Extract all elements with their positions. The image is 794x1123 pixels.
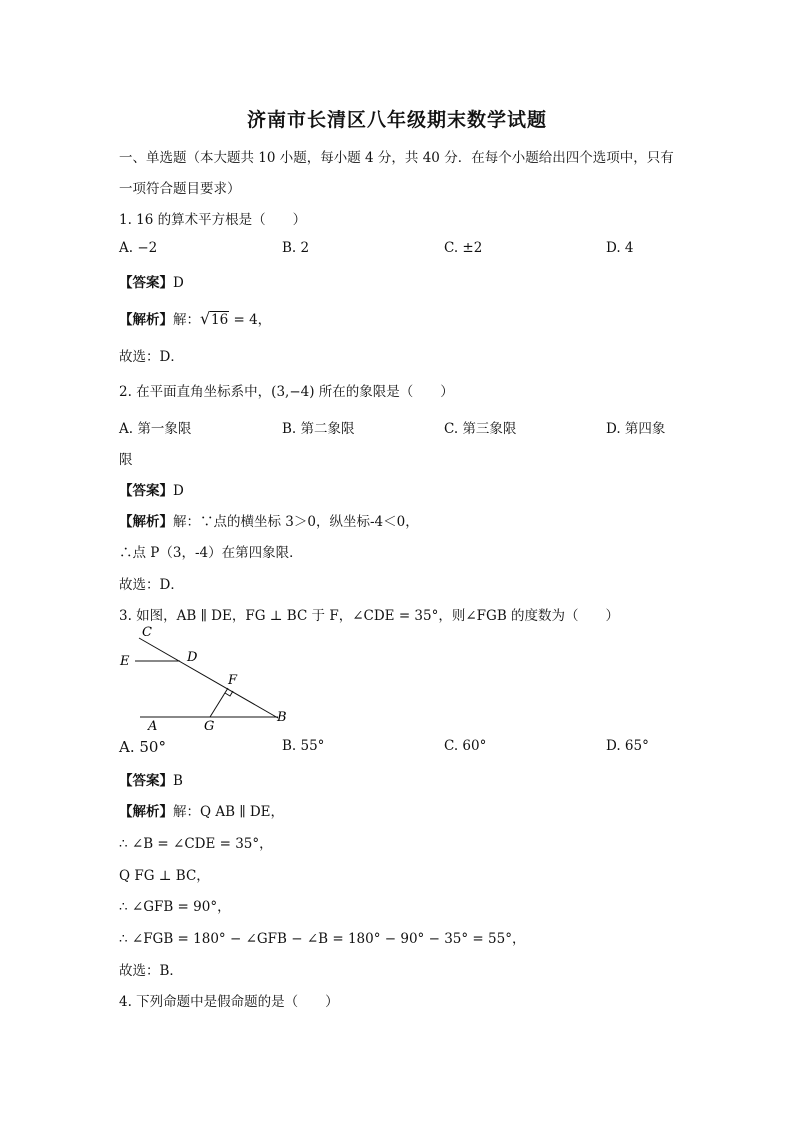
q3-option-c: C. 60°: [444, 738, 487, 754]
label-d: D: [187, 650, 198, 665]
q1-stem: 1. 16 的算术平方根是（ ）: [119, 212, 307, 228]
analysis-tag: 【解析】: [119, 312, 173, 328]
q2-stem: 2. 在平面直角坐标系中，(3,−4) 所在的象限是（ ）: [119, 384, 454, 400]
analysis-suffix: = 4，: [229, 312, 272, 328]
analysis-text: 解：Q AB ∥ DE，: [173, 804, 285, 820]
radicand: 16: [211, 312, 229, 328]
analysis-tag: 【解析】: [119, 804, 173, 820]
line-fg: [210, 688, 228, 717]
label-f: F: [228, 673, 238, 688]
q1-option-d: D. 4: [606, 240, 634, 256]
q2-option-b: B. 第二象限: [282, 421, 355, 437]
answer-value: D: [173, 483, 184, 499]
section-heading-line1: 一、单选题（本大题共 10 小题，每小题 4 分，共 40 分．在每个小题给出四个选项中，只有: [119, 150, 674, 166]
q1-option-a: A. −2: [119, 240, 158, 256]
answer-tag: 【答案】: [119, 773, 173, 789]
q1-conclusion: 故选：D．: [119, 349, 184, 365]
analysis-text: 解：∵点的横坐标 3＞0，纵坐标-4＜0，: [173, 514, 419, 530]
q3-analysis-line3: Q FG ⊥ BC，: [119, 868, 210, 884]
analysis-tag: 【解析】: [119, 514, 173, 530]
answer-value: B: [173, 773, 183, 789]
line-cb: [139, 638, 278, 718]
label-e: E: [120, 654, 130, 669]
answer-tag: 【答案】: [119, 275, 173, 291]
q3-option-d: D. 65°: [606, 738, 649, 754]
q2-analysis-line2: ∴点 P（3，-4）在第四象限．: [119, 545, 303, 561]
analysis-prefix: 解：: [173, 312, 200, 328]
q2-option-d: D. 第四象: [606, 421, 666, 437]
q3-analysis-line1: [119, 800, 284, 820]
label-b: B: [277, 710, 287, 725]
q4-stem: 4. 下列命题中是假命题的是（ ）: [119, 994, 339, 1010]
label-a: A: [148, 719, 158, 734]
label-g: G: [204, 719, 215, 734]
answer-value: D: [173, 275, 184, 291]
q1-option-b: B. 2: [282, 240, 310, 256]
q3-conclusion: 故选：B．: [119, 963, 183, 979]
q2-answer: [119, 479, 184, 499]
q3-stem: 3. 如图，AB ∥ DE，FG ⊥ BC 于 F，∠CDE = 35°，则∠FGB 的度数为（ ）: [119, 608, 620, 624]
label-c: C: [142, 625, 152, 640]
square-root: √ 16: [200, 309, 229, 328]
q1-analysis: [119, 308, 271, 328]
answer-tag: 【答案】: [119, 483, 173, 499]
q2-analysis-line1: [119, 510, 419, 530]
section-heading-line2: 一项符合题目要求）: [119, 181, 241, 197]
q3-option-a: A. 50°: [119, 738, 166, 756]
q2-option-a: A. 第一象限: [119, 421, 192, 437]
q3-analysis-line5: ∴ ∠FGB = 180° − ∠GFB − ∠B = 180° − 90° − 35° = 55°，: [119, 931, 526, 947]
q1-answer: [119, 271, 184, 291]
page-title: 济南市长清区八年级期末数学试题: [246, 109, 547, 131]
q2-conclusion: 故选：D．: [119, 577, 184, 593]
q2-option-c: C. 第三象限: [444, 421, 517, 437]
q2-option-d-wrap: 限: [119, 452, 133, 468]
q3-answer: [119, 769, 183, 789]
q3-geometry-figure: [115, 622, 295, 737]
q3-option-b: B. 55°: [282, 738, 325, 754]
q3-analysis-line4: ∴ ∠GFB = 90°，: [119, 899, 231, 915]
q1-option-c: C. ±2: [444, 240, 483, 256]
q3-analysis-line2: ∴ ∠B = ∠CDE = 35°，: [119, 836, 273, 852]
